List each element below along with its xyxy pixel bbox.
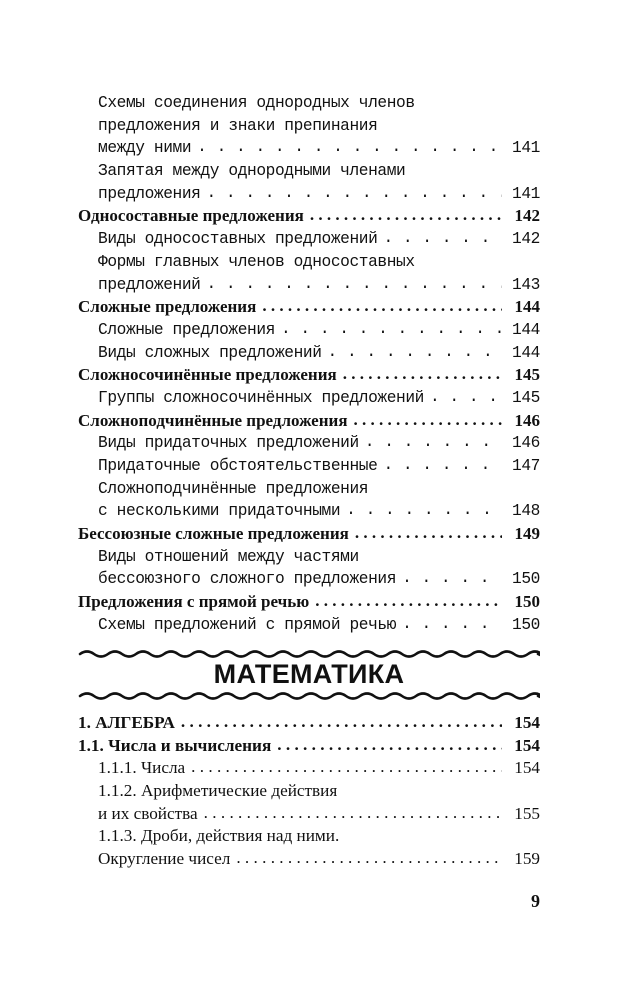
toc-entry [78, 92, 540, 115]
toc-page-number: 150 [514, 592, 540, 612]
toc-entry-title: Сложные предложения [98, 320, 275, 339]
toc-page-number: 155 [514, 803, 540, 823]
toc-page-number: 144 [514, 297, 540, 317]
toc-page-number: 150 [512, 615, 540, 634]
toc-page-number: 147 [512, 457, 540, 475]
toc-entry [78, 455, 540, 478]
dot-leader [355, 522, 502, 545]
dot-leader [383, 454, 502, 477]
dot-leader [315, 590, 502, 613]
toc-entry [78, 780, 540, 803]
toc-entry-title: Сложноподчинённые предложения [98, 479, 369, 498]
toc-page-number: 141 [512, 184, 540, 203]
toc-entry [78, 478, 540, 501]
toc-entry-title: Запятая между однородными членами [98, 162, 406, 181]
toc-entry-title: 1.1.2. Арифметические действия [98, 781, 338, 801]
toc-entry [78, 183, 540, 206]
toc-entry [78, 274, 540, 297]
toc-entry-title: Виды сложных предложений [98, 343, 322, 362]
toc-entry-title: Придаточные обстоятельственные [98, 457, 378, 475]
dot-leader [328, 341, 502, 364]
dot-leader [402, 567, 502, 590]
dot-leader [206, 273, 502, 296]
toc-list-math [78, 712, 540, 871]
toc-entry [78, 432, 540, 455]
toc-entry [78, 825, 540, 848]
dot-leader [354, 409, 502, 432]
toc-section-entry [78, 523, 540, 546]
toc-section-entry [78, 410, 540, 433]
toc-page-number: 146 [512, 434, 540, 453]
toc-page-number: 154 [514, 713, 540, 732]
toc-page-number: 146 [514, 410, 540, 430]
toc-page-number: 142 [512, 230, 540, 249]
toc-entry [78, 500, 540, 523]
toc-entry [78, 115, 540, 138]
page-number: 9 [531, 891, 540, 911]
toc-page-number: 144 [512, 320, 540, 339]
toc-entry-title: Схемы соединения однородных членов [98, 94, 415, 112]
toc-entry [78, 546, 540, 569]
dot-leader [402, 613, 502, 636]
toc-entry [78, 228, 540, 251]
toc-entry-title: предложения и знаки препинания [98, 116, 378, 135]
toc-entry-title: предложений [98, 275, 201, 294]
toc-entry [78, 803, 540, 826]
toc-entry [78, 757, 540, 780]
dot-leader [206, 182, 502, 205]
dot-leader [281, 318, 502, 341]
toc-entry-title: 1.1.1. Числа [98, 758, 186, 778]
toc-entry-title: 1. АЛГЕБРА [78, 713, 175, 732]
toc-page-number: 143 [512, 275, 540, 294]
toc-entry-title: Виды придаточных предложений [98, 434, 359, 453]
toc-entry [78, 342, 540, 365]
toc-entry-title: Сложносочинённые предложения [78, 365, 337, 385]
wavy-divider-bottom [78, 688, 540, 704]
toc-section-entry [78, 205, 540, 228]
dot-leader [181, 711, 502, 734]
dot-leader [343, 363, 502, 386]
toc-entry-title: Предложения с прямой речью [78, 592, 310, 612]
toc-page-number: 154 [514, 735, 540, 755]
toc-entry-title: и их свойства [98, 803, 198, 823]
toc-page-number: 145 [512, 388, 540, 407]
toc-entry [78, 251, 540, 274]
toc-page-number: 148 [512, 502, 540, 521]
toc-page-number: 154 [514, 758, 540, 778]
toc-entry-title: Бессоюзные сложные предложения [78, 524, 349, 544]
dot-leader [191, 756, 502, 779]
toc-page-number: 149 [514, 524, 540, 544]
toc-entry-title: Сложноподчинённые предложения [78, 410, 348, 430]
toc-page-number: 145 [514, 365, 540, 385]
toc-entry-title: бессоюзного сложного предложения [98, 570, 397, 589]
toc-entry-title: 1.1. Числа и вычисления [78, 735, 272, 755]
toc-page-number: 159 [514, 849, 540, 869]
toc-page-number: 150 [512, 570, 540, 589]
toc-entry [78, 848, 540, 871]
dot-leader [365, 431, 502, 454]
toc-section-entry [78, 712, 540, 735]
toc-page-number: 142 [514, 206, 540, 226]
dot-leader [204, 802, 502, 825]
toc-section-entry [78, 735, 540, 758]
toc-entry [78, 568, 540, 591]
toc-entry [78, 137, 540, 160]
toc-entry-title: Округление чисел [98, 849, 231, 869]
toc-section-entry [78, 296, 540, 319]
toc-page-number: 144 [512, 343, 540, 362]
toc-section-entry [78, 591, 540, 614]
toc-entry-title: Виды отношений между частями [98, 547, 359, 566]
toc-entry-title: между ними [98, 139, 192, 158]
dot-leader [310, 204, 502, 227]
toc-entry [78, 319, 540, 342]
toc-list-grammar [78, 92, 540, 637]
toc-section-entry [78, 364, 540, 387]
toc-entry [78, 614, 540, 637]
dot-leader [383, 227, 502, 250]
dot-leader [277, 734, 502, 757]
toc-entry-title: 1.1.3. Дроби, действия над ними. [98, 826, 340, 846]
toc-entry-title: Формы главных членов односоставных [98, 252, 415, 271]
dot-leader [236, 847, 502, 870]
section-heading: МАТЕМАТИКА [213, 659, 405, 689]
toc-entry [78, 160, 540, 183]
toc-page-number: 141 [512, 139, 540, 158]
toc-entry-title: предложения [98, 184, 201, 203]
toc-entry-title: с несколькими придаточными [98, 502, 341, 521]
dot-leader [430, 386, 502, 409]
toc-entry-title: Группы сложносочинённых предложений [98, 388, 424, 407]
dot-leader [197, 136, 502, 159]
dot-leader [262, 295, 502, 318]
toc-entry-title: Виды односоставных предложений [98, 230, 378, 249]
toc-entry-title: Односоставные предложения [78, 206, 304, 226]
dot-leader [346, 499, 502, 522]
toc-entry-title: Схемы предложений с прямой речью [98, 615, 397, 634]
toc-entry-title: Сложные предложения [78, 297, 257, 317]
toc-entry [78, 387, 540, 410]
